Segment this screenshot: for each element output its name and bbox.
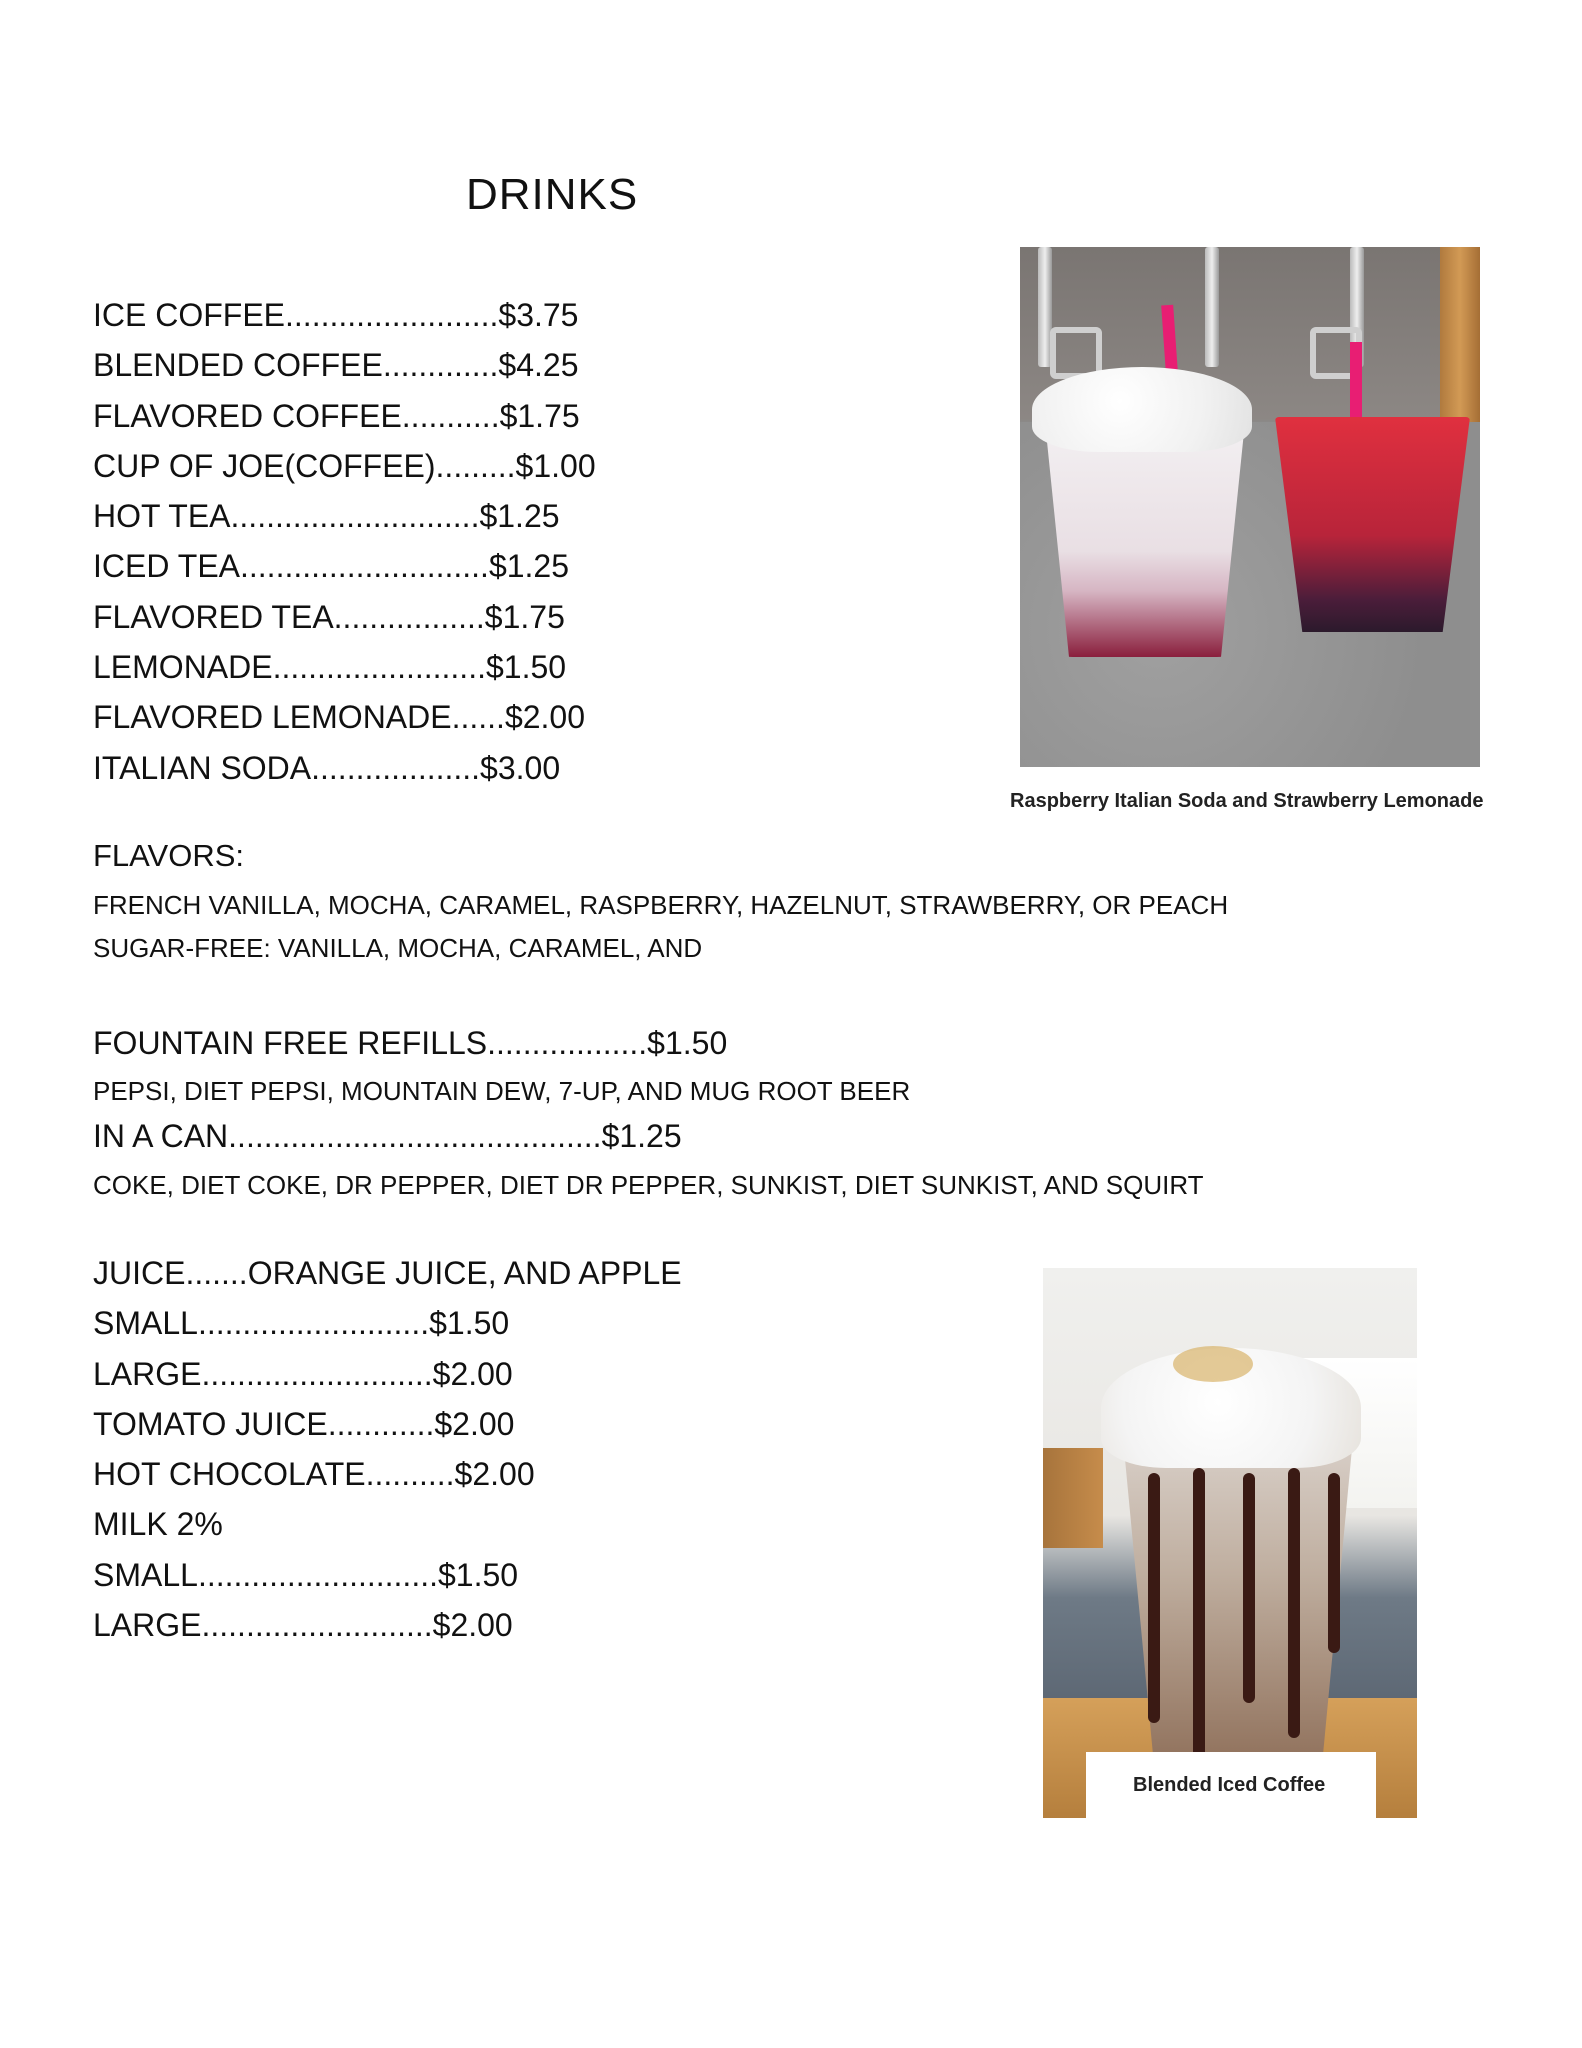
italian-soda-lemonade-photo [1020,247,1480,767]
menu-item-milk-large: LARGE..........................$2.00 [93,1607,513,1644]
menu-item-milk-small: SMALL...........................$1.50 [93,1556,519,1593]
menu-item-lemonade: LEMONADE........................$1.50 [93,649,567,686]
menu-item-juice-large: LARGE..........................$2.00 [93,1355,513,1392]
can-list: COKE, DIET COKE, DR PEPPER, DIET DR PEPPER, SUNKIST, DIET SUNKIST, AND SQUIRT [93,1170,1204,1200]
menu-item-blended-coffee: BLENDED COFFEE.............$4.25 [93,347,579,384]
flavors-heading: FLAVORS: [93,838,245,873]
menu-item-tomato-juice: TOMATO JUICE............$2.00 [93,1405,515,1442]
menu-item-milk: MILK 2% [93,1506,223,1543]
bottom-photo-caption: Blended Iced Coffee [1133,1774,1326,1796]
menu-item-hot-tea: HOT TEA............................$1.25 [93,498,560,535]
menu-item-juice-small: SMALL..........................$1.50 [93,1305,510,1342]
menu-item-flavored-coffee: FLAVORED COFFEE...........$1.75 [93,397,580,434]
top-photo-caption: Raspberry Italian Soda and Strawberry Lemonade [1010,790,1484,812]
fountain-list: PEPSI, DIET PEPSI, MOUNTAIN DEW, 7-UP, AND MUG ROOT BEER [93,1076,911,1106]
menu-item-can: IN A CAN..........................................$1.25 [93,1118,682,1154]
flavors-list: FRENCH VANILLA, MOCHA, CARAMEL, RASPBERRY, HAZELNUT, STRAWBERRY, OR PEACH [93,890,1229,920]
blended-iced-coffee-photo [1043,1268,1417,1818]
menu-item-juice: JUICE.......ORANGE JUICE, AND APPLE [93,1255,682,1291]
juice-list [93,1248,682,1650]
menu-item-hot-chocolate: HOT CHOCOLATE..........$2.00 [93,1456,535,1493]
sugar-free-flavors: SUGAR-FREE: VANILLA, MOCHA, CARAMEL, AND [93,933,703,963]
menu-item-cup-of-joe: CUP OF JOE(COFFEE).........$1.00 [93,447,596,484]
menu-item-fountain: FOUNTAIN FREE REFILLS..................$1.50 [93,1025,728,1061]
page-title: DRINKS [466,170,639,219]
menu-item-iced-tea: ICED TEA............................$1.25 [93,548,570,585]
menu-item-flavored-lemonade: FLAVORED LEMONADE......$2.00 [93,699,586,736]
menu-item-flavored-tea: FLAVORED TEA.................$1.75 [93,598,565,635]
drinks-list [93,290,596,793]
menu-item-ice-coffee: ICE COFFEE........................$3.75 [93,297,579,333]
menu-item-italian-soda: ITALIAN SODA...................$3.00 [93,749,561,786]
